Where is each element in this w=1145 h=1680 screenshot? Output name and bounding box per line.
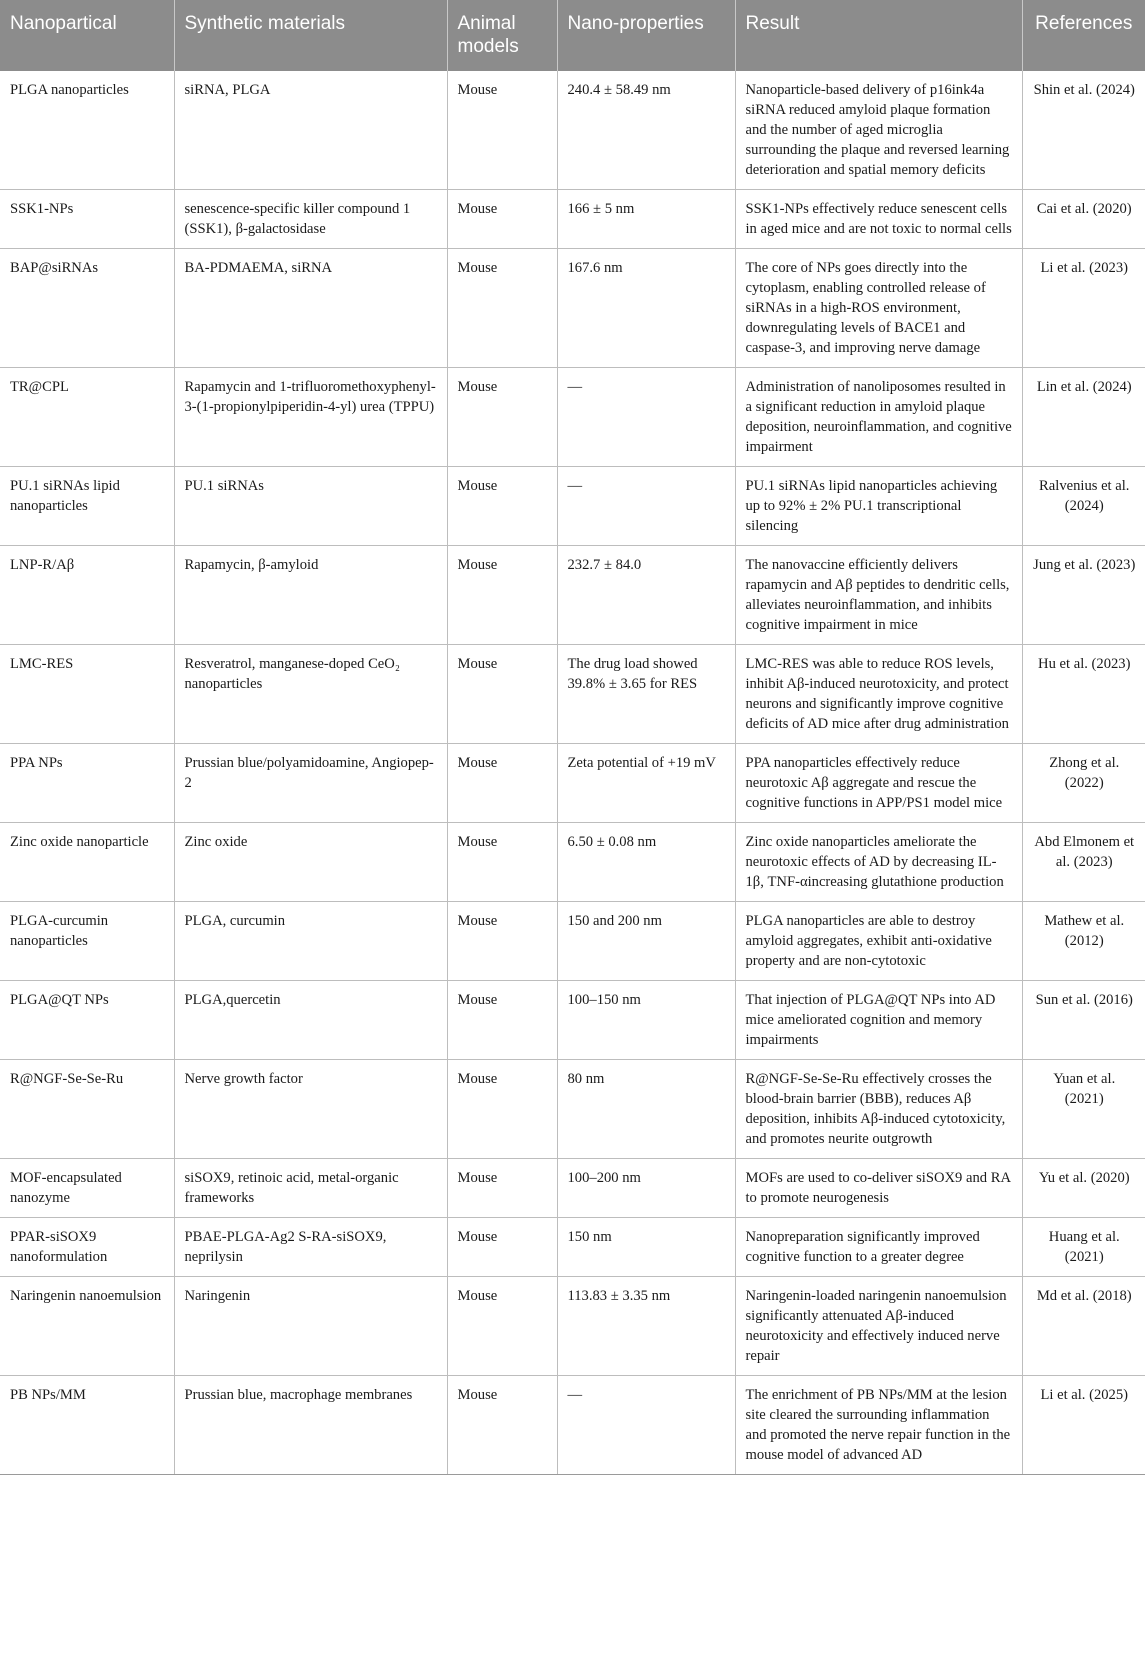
synthetic-materials-cell: Prussian blue, macrophage membranes bbox=[174, 1376, 447, 1475]
result-cell: PPA nanoparticles effectively reduce neurotoxic Aβ aggregate and rescue the cognitive functions in APP/PS1 model mice bbox=[735, 744, 1022, 823]
table-row bbox=[0, 902, 1145, 981]
animal-model-cell: Mouse bbox=[447, 546, 557, 645]
reference-cell: Yuan et al. (2021) bbox=[1022, 1060, 1145, 1159]
nanopartical-cell: SSK1-NPs bbox=[0, 190, 174, 249]
nanopartical-cell: PLGA nanoparticles bbox=[0, 71, 174, 190]
table-row bbox=[0, 190, 1145, 249]
animal-model-cell: Mouse bbox=[447, 1060, 557, 1159]
result-cell: Nanopreparation significantly improved cognitive function to a greater degree bbox=[735, 1218, 1022, 1277]
table-row bbox=[0, 546, 1145, 645]
nanopartical-cell: BAP@siRNAs bbox=[0, 249, 174, 368]
animal-model-cell: Mouse bbox=[447, 1277, 557, 1376]
animal-model-cell: Mouse bbox=[447, 467, 557, 546]
reference-cell: Hu et al. (2023) bbox=[1022, 645, 1145, 744]
nano-properties-cell: 80 nm bbox=[557, 1060, 735, 1159]
table-header bbox=[0, 0, 1145, 71]
result-cell: Administration of nanoliposomes resulted in a significant reduction in amyloid plaque deposition, neuroinflammation, and cognitive impairment bbox=[735, 368, 1022, 467]
animal-model-cell: Mouse bbox=[447, 1218, 557, 1277]
reference-cell: Cai et al. (2020) bbox=[1022, 190, 1145, 249]
result-cell: Nanoparticle-based delivery of p16ink4a siRNA reduced amyloid plaque formation and the number of aged microglia surrounding the plaque and reversed learning deterioration and spatial memory deficits bbox=[735, 71, 1022, 190]
synthetic-materials-cell: senescence-specific killer compound 1 (SSK1), β-galactosidase bbox=[174, 190, 447, 249]
nanopartical-cell: PPA NPs bbox=[0, 744, 174, 823]
header-references: References bbox=[1022, 0, 1145, 71]
reference-cell: Li et al. (2025) bbox=[1022, 1376, 1145, 1475]
synthetic-materials-cell: siRNA, PLGA bbox=[174, 71, 447, 190]
synthetic-materials-cell: Prussian blue/polyamidoamine, Angiopep-2 bbox=[174, 744, 447, 823]
table-row bbox=[0, 645, 1145, 744]
table-row bbox=[0, 1218, 1145, 1277]
result-cell: SSK1-NPs effectively reduce senescent cells in aged mice and are not toxic to normal cells bbox=[735, 190, 1022, 249]
synthetic-materials-cell: siSOX9, retinoic acid, metal-organic frameworks bbox=[174, 1159, 447, 1218]
synthetic-materials-cell: Naringenin bbox=[174, 1277, 447, 1376]
nanopartical-cell: LNP-R/Aβ bbox=[0, 546, 174, 645]
reference-cell: Shin et al. (2024) bbox=[1022, 71, 1145, 190]
nanopartical-cell: LMC-RES bbox=[0, 645, 174, 744]
synthetic-materials-cell: Resveratrol, manganese-doped CeO₂ nanoparticles bbox=[174, 645, 447, 744]
synthetic-materials-cell: BA-PDMAEMA, siRNA bbox=[174, 249, 447, 368]
table-row bbox=[0, 1060, 1145, 1159]
nano-properties-cell: — bbox=[557, 1376, 735, 1475]
table-row bbox=[0, 249, 1145, 368]
nanopartical-cell: PLGA@QT NPs bbox=[0, 981, 174, 1060]
nano-properties-cell: 150 and 200 nm bbox=[557, 902, 735, 981]
synthetic-materials-cell: Rapamycin, β-amyloid bbox=[174, 546, 447, 645]
result-cell: The nanovaccine efficiently delivers rapamycin and Aβ peptides to dendritic cells, alleviates neuroinflammation, and inhibits cognitive impairment in mice bbox=[735, 546, 1022, 645]
nanopartical-cell: Zinc oxide nanoparticle bbox=[0, 823, 174, 902]
nanopartical-cell: PB NPs/MM bbox=[0, 1376, 174, 1475]
nanopartical-cell: PLGA-curcumin nanoparticles bbox=[0, 902, 174, 981]
result-cell: Zinc oxide nanoparticles ameliorate the neurotoxic effects of AD by decreasing IL-1β, TNF-αincreasing glutathione production bbox=[735, 823, 1022, 902]
synthetic-materials-cell: PBAE-PLGA-Ag2 S-RA-siSOX9, neprilysin bbox=[174, 1218, 447, 1277]
nanopartical-cell: PU.1 siRNAs lipid nanoparticles bbox=[0, 467, 174, 546]
result-cell: MOFs are used to co-deliver siSOX9 and RA to promote neurogenesis bbox=[735, 1159, 1022, 1218]
table-row bbox=[0, 1159, 1145, 1218]
header-nanopartical: Nanopartical bbox=[0, 0, 174, 71]
table-row bbox=[0, 368, 1145, 467]
nano-properties-cell: 100–200 nm bbox=[557, 1159, 735, 1218]
header-animal-models: Animal models bbox=[447, 0, 557, 71]
nano-properties-cell: 167.6 nm bbox=[557, 249, 735, 368]
synthetic-materials-cell: Rapamycin and 1-trifluoromethoxyphenyl-3-(1-propionylpiperidin-4-yl) urea (TPPU) bbox=[174, 368, 447, 467]
synthetic-materials-cell: PLGA,quercetin bbox=[174, 981, 447, 1060]
result-cell: The core of NPs goes directly into the cytoplasm, enabling controlled release of siRNAs in a high-ROS environment, downregulating levels of BACE1 and caspase-3, and improving nerve damage bbox=[735, 249, 1022, 368]
reference-cell: Ralvenius et al. (2024) bbox=[1022, 467, 1145, 546]
nano-properties-cell: 232.7 ± 84.0 bbox=[557, 546, 735, 645]
nanopartical-cell: MOF-encapsulated nanozyme bbox=[0, 1159, 174, 1218]
animal-model-cell: Mouse bbox=[447, 71, 557, 190]
nanopartical-cell: Naringenin nanoemulsion bbox=[0, 1277, 174, 1376]
table-row bbox=[0, 981, 1145, 1060]
synthetic-materials-cell: Nerve growth factor bbox=[174, 1060, 447, 1159]
nano-properties-cell: 113.83 ± 3.35 nm bbox=[557, 1277, 735, 1376]
animal-model-cell: Mouse bbox=[447, 744, 557, 823]
header-synthetic-materials: Synthetic materials bbox=[174, 0, 447, 71]
nano-properties-cell: 6.50 ± 0.08 nm bbox=[557, 823, 735, 902]
reference-cell: Jung et al. (2023) bbox=[1022, 546, 1145, 645]
nanopartical-cell: TR@CPL bbox=[0, 368, 174, 467]
result-cell: LMC-RES was able to reduce ROS levels, inhibit Aβ-induced neurotoxicity, and protect neurons and significantly improve cognitive deficits of AD mice after drug administration bbox=[735, 645, 1022, 744]
animal-model-cell: Mouse bbox=[447, 645, 557, 744]
animal-model-cell: Mouse bbox=[447, 368, 557, 467]
reference-cell: Yu et al. (2020) bbox=[1022, 1159, 1145, 1218]
animal-model-cell: Mouse bbox=[447, 249, 557, 368]
synthetic-materials-cell: PU.1 siRNAs bbox=[174, 467, 447, 546]
animal-model-cell: Mouse bbox=[447, 1376, 557, 1475]
result-cell: That injection of PLGA@QT NPs into AD mice ameliorated cognition and memory impairments bbox=[735, 981, 1022, 1060]
nano-properties-cell: The drug load showed 39.8% ± 3.65 for RES bbox=[557, 645, 735, 744]
result-cell: Naringenin-loaded naringenin nanoemulsion significantly attenuated Aβ-induced neurotoxicity and effectively induced nerve repair bbox=[735, 1277, 1022, 1376]
nano-properties-cell: Zeta potential of +19 mV bbox=[557, 744, 735, 823]
animal-model-cell: Mouse bbox=[447, 902, 557, 981]
nano-properties-cell: 240.4 ± 58.49 nm bbox=[557, 71, 735, 190]
reference-cell: Zhong et al. (2022) bbox=[1022, 744, 1145, 823]
animal-model-cell: Mouse bbox=[447, 1159, 557, 1218]
table-body bbox=[0, 71, 1145, 1475]
reference-cell: Md et al. (2018) bbox=[1022, 1277, 1145, 1376]
header-row bbox=[0, 0, 1145, 71]
reference-cell: Mathew et al. (2012) bbox=[1022, 902, 1145, 981]
synthetic-materials-cell: PLGA, curcumin bbox=[174, 902, 447, 981]
result-cell: PU.1 siRNAs lipid nanoparticles achieving up to 92% ± 2% PU.1 transcriptional silencing bbox=[735, 467, 1022, 546]
header-nano-properties: Nano-properties bbox=[557, 0, 735, 71]
result-cell: R@NGF-Se-Se-Ru effectively crosses the blood-brain barrier (BBB), reduces Aβ deposition, inhibits Aβ-induced cytotoxicity, and promotes neurite outgrowth bbox=[735, 1060, 1022, 1159]
animal-model-cell: Mouse bbox=[447, 190, 557, 249]
table-row bbox=[0, 1277, 1145, 1376]
nano-properties-cell: 100–150 nm bbox=[557, 981, 735, 1060]
table-row bbox=[0, 467, 1145, 546]
animal-model-cell: Mouse bbox=[447, 823, 557, 902]
reference-cell: Li et al. (2023) bbox=[1022, 249, 1145, 368]
reference-cell: Lin et al. (2024) bbox=[1022, 368, 1145, 467]
nano-properties-cell: 166 ± 5 nm bbox=[557, 190, 735, 249]
table-row bbox=[0, 823, 1145, 902]
animal-model-cell: Mouse bbox=[447, 981, 557, 1060]
nano-properties-cell: 150 nm bbox=[557, 1218, 735, 1277]
nanopartical-cell: PPAR-siSOX9 nanoformulation bbox=[0, 1218, 174, 1277]
result-cell: The enrichment of PB NPs/MM at the lesion site cleared the surrounding inflammation and promoted the nerve repair function in the mouse model of advanced AD bbox=[735, 1376, 1022, 1475]
table-row bbox=[0, 71, 1145, 190]
table-row bbox=[0, 1376, 1145, 1475]
result-cell: PLGA nanoparticles are able to destroy amyloid aggregates, exhibit anti-oxidative property and are non-cytotoxic bbox=[735, 902, 1022, 981]
reference-cell: Sun et al. (2016) bbox=[1022, 981, 1145, 1060]
reference-cell: Huang et al. (2021) bbox=[1022, 1218, 1145, 1277]
header-result: Result bbox=[735, 0, 1022, 71]
reference-cell: Abd Elmonem et al. (2023) bbox=[1022, 823, 1145, 902]
nano-properties-cell: — bbox=[557, 368, 735, 467]
nano-properties-cell: — bbox=[557, 467, 735, 546]
synthetic-materials-cell: Zinc oxide bbox=[174, 823, 447, 902]
table-row bbox=[0, 744, 1145, 823]
nanopartical-cell: R@NGF-Se-Se-Ru bbox=[0, 1060, 174, 1159]
